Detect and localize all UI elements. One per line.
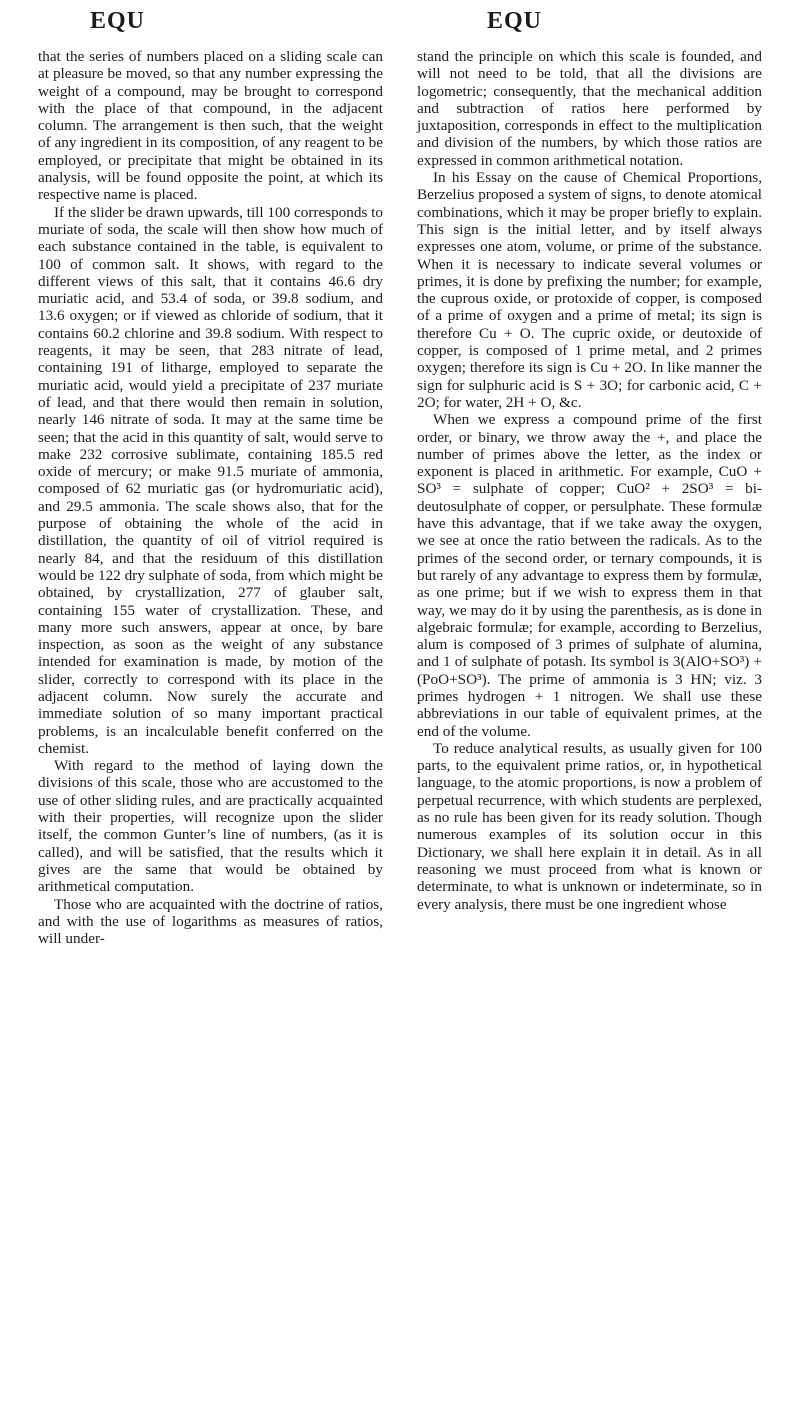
- paragraph: stand the principle on which this scale is founded, and will not need to be told, that all the divisions are logometric; consequently, that the mechanical addition and subtraction of ratios here performed by juxtaposition, corresponds in effect to the multiplication and division of the numbers, by which those ratios are expressed in common arithmetical notation.: [417, 48, 762, 169]
- paragraph: Those who are acquainted with the doctrine of ratios, and with the use of logarithms as measures of ratios, will under-: [38, 895, 383, 948]
- paragraph: With regard to the method of laying down the divisions of this scale, those who are accustomed to the use of other sliding rules, and are practically acquainted with their properties, will recognize upon the slider itself, the common Gunter’s line of numbers, (as it is called), and will be satisfied, that the results which it gives are the same that would be obtained by arithmetical computation.: [38, 757, 383, 896]
- paragraph: If the slider be drawn upwards, till 100 corresponds to muriate of soda, the scale will then show how much of each substance contained in the table, is equivalent to 100 of common salt. It shows, with regard to the different views of this salt, that it contains 46.6 dry muriatic acid, and 53.4 of soda, or 39.8 sodium, and 13.6 oxygen; or if viewed as chloride of sodium, that it contains 60.2 chlorine and 39.8 sodium. With respect to reagents, it may be seen, that 283 nitrate of lead, containing 191 of litharge, employed to separate the muriatic acid, would yield a precipitate of 237 muriate of lead, and that there would then remain in solution, nearly 146 nitrate of soda. It may at the same time be seen; that the acid in this quantity of salt, would serve to make 232 corrosive sublimate, containing 185.5 red oxide of mercury; or make 91.5 muriate of ammonia, composed of 62 muriatic gas (or hydromuriatic acid), and 29.5 ammonia. The scale shows also, that for the purpose of obtaining the whole of the acid in distillation, the quantity of oil of vitriol required is nearly 84, and that the residuum of this distillation would be 122 dry sulphate of soda, from which might be obtained, by crystallization, 277 of glauber salt, containing 155 water of crystallization. These, and many more such answers, appear at once, by bare inspection, as soon as the weight of any substance intended for examination is made, by motion of the slider, correctly to correspond with its place in the adjacent column. Now surely the accurate and immediate solution of so many important practical problems, is an incalculable benefit conferred on the chemist.: [38, 203, 383, 757]
- running-head-left: EQU: [90, 8, 146, 34]
- paragraph: To reduce analytical results, as usually given for 100 parts, to the equivalent prime ratios, or, in hypothetical language, to the atomic proportions, is now a problem of perpetual recurrence, with which students are perplexed, as no rule has been given for its ready solution. Though numerous examples of its solution occur in this Dictionary, we shall here explain it in detail. As in all reasoning we must proceed from what is known or determinate, to what is unknown or indeterminate, so in every analysis, there must be one ingredient whose: [417, 739, 762, 913]
- running-head-right: EQU: [487, 8, 543, 34]
- paragraph: that the series of numbers placed on a sliding scale can at pleasure be moved, so that any number expressing the weight of a compound, may be brought to correspond with the place of that compound, in the adjacent column. The arrangement is then such, that the weight of any ingredient in its composition, of any reagent to be employed, or precipitate that might be obtained in its analysis, will be found opposite the point, at which its respective name is placed.: [38, 48, 383, 204]
- paragraph: When we express a compound prime of the first order, or binary, we throw away the +, and place the number of primes above the letter, as the index or exponent is placed in arithmetic. For example, CuO + SO³ = sulphate of copper; CuO² + 2SO³ = bi-deutosulphate of copper, or persulphate. These formulæ have this advantage, that if we take away the oxygen, we see at once the ratio between the radicals. As to the primes of the second order, or ternary compounds, it is but rarely of any advantage to express them by formulæ, as one prime; but if we wish to express them in that way, we may do it by using the parenthesis, as is done in algebraic formulæ; for example, according to Berzelius, alum is composed of 3 primes of sulphate of alumina, and 1 of sulphate of potash. Its symbol is 3(AlO+SO³) + (PoO+SO³). The prime of ammonia is 3 HN; viz. 3 primes hydrogen + 1 nitrogen. We shall use these abbreviations in our table of equivalent primes, at the end of the volume.: [417, 411, 762, 740]
- right-column: [417, 48, 762, 913]
- running-head: [0, 8, 800, 38]
- paragraph: In his Essay on the cause of Chemical Proportions, Berzelius proposed a system of signs, to denote atomical combinations, which it may be proper briefly to explain. This sign is the initial letter, and by itself always expresses one atom, volume, or prime of the substance. When it is necessary to indicate several volumes or primes, it is done by prefixing the number; for example, the cuprous oxide, or protoxide of copper, is composed of a prime of oxygen and a prime of metal; its sign is therefore Cu + O. The cupric oxide, or deutoxide of copper, is composed of 1 prime metal, and 2 primes oxygen; therefore its sign is Cu + 2O. In like manner the sign for sulphuric acid is S + 3O; for carbonic acid, C + 2O; for water, 2H + O, &c.: [417, 169, 762, 411]
- left-column: [38, 48, 383, 947]
